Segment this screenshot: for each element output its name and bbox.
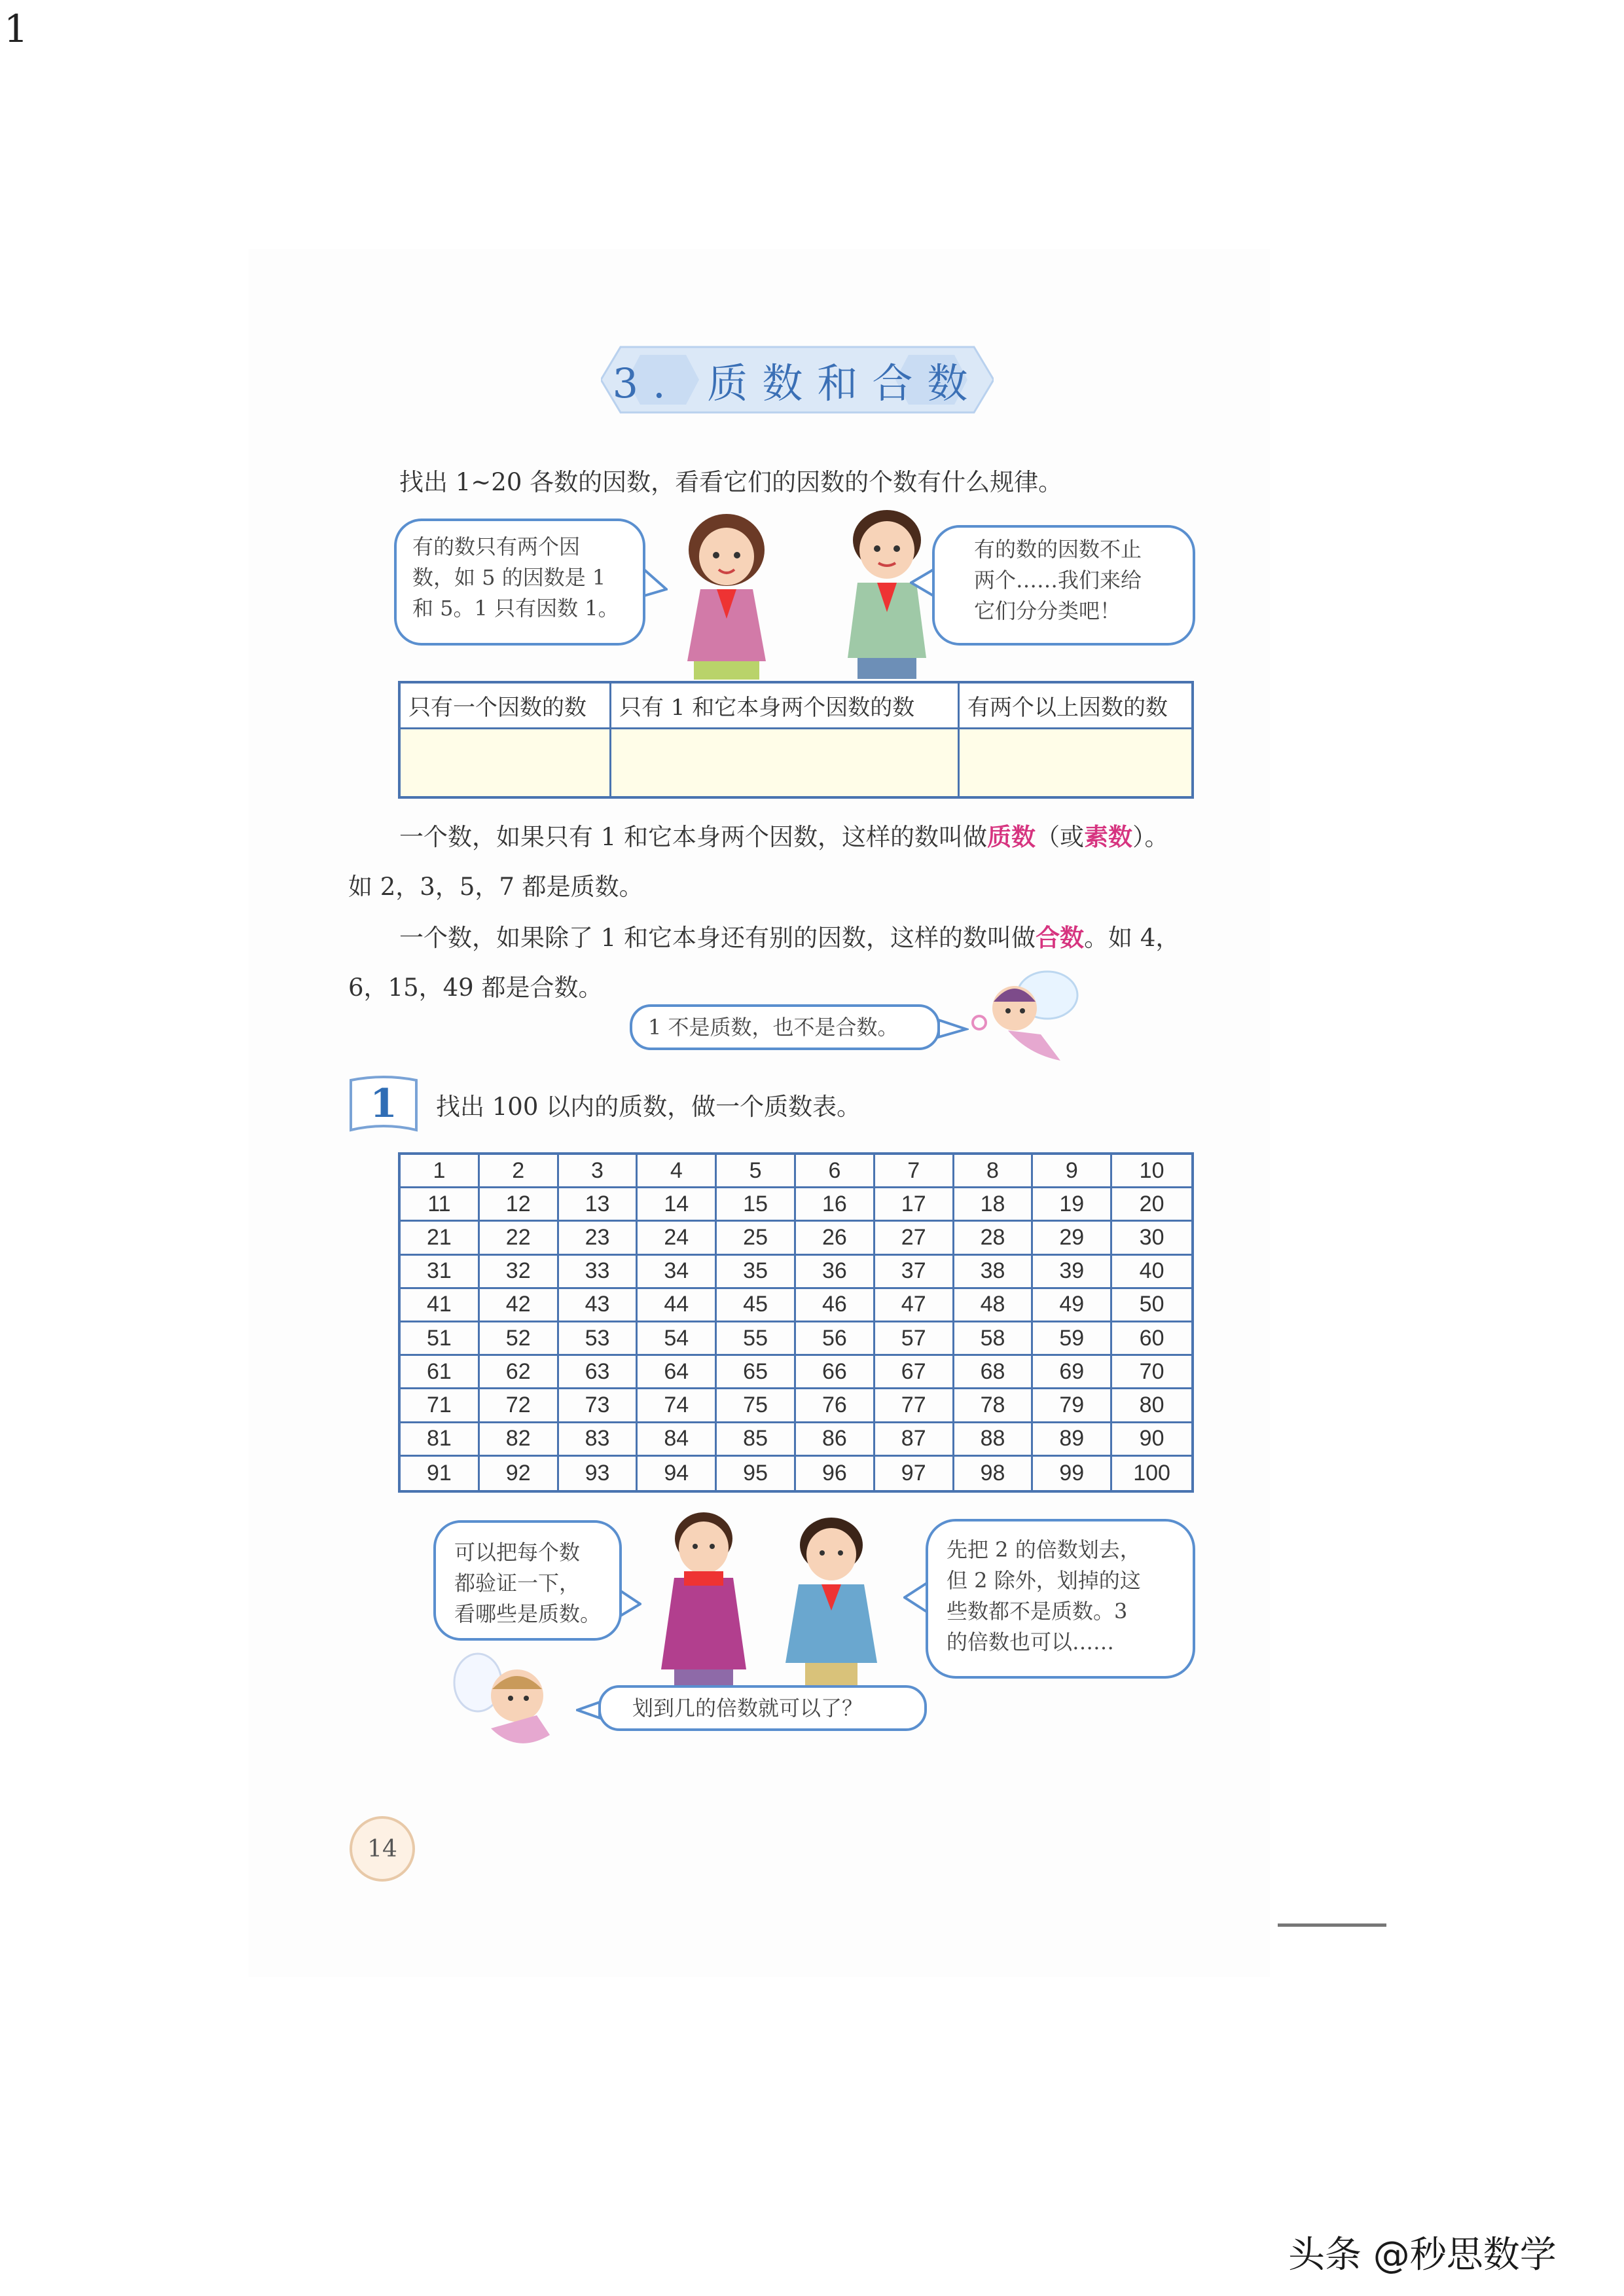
prime-table-cell: 88	[954, 1423, 1034, 1457]
girl-winter-illustration	[759, 1512, 897, 1689]
prime-table-cell: 44	[638, 1289, 717, 1322]
bubble-line: 它们分分类吧！	[974, 598, 1121, 623]
prime-table-cell: 23	[559, 1222, 638, 1255]
prime-table-cell: 38	[954, 1256, 1034, 1289]
prime-table-cell: 93	[559, 1457, 638, 1490]
bubble-line: 有的数的因数不止	[974, 537, 1142, 562]
prime-table-cell: 49	[1033, 1289, 1112, 1322]
prime-table-cell: 3	[559, 1155, 638, 1188]
prime-table	[398, 1152, 1194, 1493]
girl-illustration	[648, 511, 805, 681]
composite-definition-line1	[399, 918, 1180, 953]
prime-table-cell: 7	[875, 1155, 954, 1188]
bubble-line: 先把 2 的倍数划去，	[947, 1537, 1141, 1562]
prime-table-cell: 69	[1033, 1356, 1112, 1389]
prime-table-cell: 90	[1112, 1423, 1191, 1457]
prime-table-cell: 99	[1033, 1457, 1112, 1490]
bubble-line: 有的数只有两个因	[412, 534, 581, 559]
prime-table-cell: 54	[638, 1322, 717, 1356]
prime-table-cell: 20	[1112, 1188, 1191, 1222]
prime-table-cell: 92	[480, 1457, 559, 1490]
table-header: 只有 1 和它本身两个因数的数	[611, 683, 960, 729]
prime-table-cell: 87	[875, 1423, 954, 1457]
prime-table-cell: 42	[480, 1289, 559, 1322]
prime-table-cell: 77	[875, 1389, 954, 1423]
fairy-illustration	[969, 962, 1087, 1074]
bubble-line: 些数都不是质数。3	[947, 1599, 1128, 1624]
prime-table-cell: 100	[1133, 1460, 1170, 1485]
prime-table-cell: 6	[796, 1155, 875, 1188]
prime-table-cell: 67	[875, 1356, 954, 1389]
prime-table-cell: 53	[559, 1322, 638, 1356]
prime-definition-line1	[399, 817, 1169, 852]
prime-table-cell: 13	[559, 1188, 638, 1222]
prime-table-cell: 32	[480, 1256, 559, 1289]
prime-table-cell: 94	[638, 1457, 717, 1490]
prime-table-cell: 36	[796, 1256, 875, 1289]
definition-text: 一个数，如果只有 1 和它本身两个因数，这样的数叫做	[399, 823, 988, 851]
prime-table-cell: 29	[1033, 1222, 1112, 1255]
bubble-line: 两个……我们来给	[974, 568, 1142, 592]
prime-table-cell: 85	[717, 1423, 796, 1457]
term-prime: 质数	[987, 822, 1036, 851]
table-cell-empty	[960, 729, 1191, 796]
prime-table-cell: 45	[717, 1289, 796, 1322]
prime-table-cell: 48	[954, 1289, 1034, 1322]
divider-line	[1278, 1923, 1386, 1927]
speech-bubble-bottom-left	[454, 1537, 601, 1630]
prime-table-cell: 79	[1033, 1389, 1112, 1423]
prime-table-cell: 62	[480, 1356, 559, 1389]
prime-table-cell: 83	[559, 1423, 638, 1457]
angel-illustration	[452, 1643, 569, 1761]
speech-bubble-bottom-right	[947, 1535, 1141, 1658]
note-bubble: 1 不是质数，也不是合数。	[648, 1015, 899, 1040]
table-header: 有两个以上因数的数	[960, 683, 1191, 729]
bubble-line: 都验证一下，	[454, 1571, 581, 1595]
prime-table-cell: 57	[875, 1322, 954, 1356]
bubble-line: 的倍数也可以……	[947, 1630, 1115, 1654]
prime-table-cell: 81	[401, 1423, 480, 1457]
prime-table-cell: 34	[638, 1256, 717, 1289]
definition-text: （或	[1036, 823, 1085, 851]
prime-table-cell: 5	[717, 1155, 796, 1188]
definition-text: 。如 4，	[1084, 924, 1180, 952]
table-cell-empty	[611, 729, 960, 796]
prime-table-cell: 4	[638, 1155, 717, 1188]
prime-table-cell: 33	[559, 1256, 638, 1289]
bubble-line: 看哪些是质数。	[454, 1601, 602, 1626]
definition-text: ）。	[1132, 823, 1169, 851]
prime-table-cell: 55	[717, 1322, 796, 1356]
speech-bubble-left	[412, 532, 619, 624]
prime-table-cell: 41	[401, 1289, 480, 1322]
prime-table-cell: 19	[1033, 1188, 1112, 1222]
prime-table-cell: 58	[954, 1322, 1034, 1356]
composite-definition-line2: 6，15，49 都是合数。	[348, 974, 603, 1002]
prime-table-cell: 96	[796, 1457, 875, 1490]
watermark: 头条 @秒思数学	[1288, 2234, 1557, 2276]
prime-table-cell: 80	[1112, 1389, 1191, 1423]
angel-bubble: 划到几的倍数就可以了？	[632, 1696, 863, 1721]
prime-table-cell: 18	[954, 1188, 1034, 1222]
prime-table-cell: 52	[480, 1322, 559, 1356]
prime-table-cell: 68	[954, 1356, 1034, 1389]
prime-table-cell: 82	[480, 1423, 559, 1457]
prime-table-cell: 43	[559, 1289, 638, 1322]
prime-table-cell: 70	[1112, 1356, 1191, 1389]
prime-table-cell: 37	[875, 1256, 954, 1289]
prime-table-cell: 75	[717, 1389, 796, 1423]
classification-table	[398, 681, 1194, 799]
prime-table-cell: 31	[401, 1256, 480, 1289]
prime-table-cell: 12	[480, 1188, 559, 1222]
prime-table-cell: 28	[954, 1222, 1034, 1255]
prime-table-cell: 26	[796, 1222, 875, 1255]
bubble-line: 和 5。1 只有因数 1。	[412, 596, 619, 621]
corner-page-index: 1	[4, 7, 28, 51]
prime-table-cell: 27	[875, 1222, 954, 1255]
table-header: 只有一个因数的数	[401, 683, 611, 729]
prime-table-cell: 97	[875, 1457, 954, 1490]
prime-table-cell: 71	[401, 1389, 480, 1423]
prime-table-cell: 16	[796, 1188, 875, 1222]
prime-table-cell: 56	[796, 1322, 875, 1356]
prime-table-cell: 39	[1033, 1256, 1112, 1289]
definition-text: 一个数，如果除了 1 和它本身还有别的因数，这样的数叫做	[399, 924, 1036, 952]
prime-table-cell: 63	[559, 1356, 638, 1389]
prime-table-cell: 98	[954, 1457, 1034, 1490]
prime-table-cell: 51	[401, 1322, 480, 1356]
speech-bubble-right	[974, 534, 1142, 627]
prime-definition-line2: 如 2，3，5，7 都是质数。	[348, 873, 643, 901]
prime-table-cell: 60	[1112, 1322, 1191, 1356]
example-number: 1	[370, 1081, 397, 1127]
prime-table-cell: 50	[1112, 1289, 1191, 1322]
table-cell-empty	[401, 729, 611, 796]
prime-table-cell: 73	[559, 1389, 638, 1423]
prime-table-cell: 61	[401, 1356, 480, 1389]
prime-table-cell: 86	[796, 1423, 875, 1457]
prime-table-cell: 84	[638, 1423, 717, 1457]
prime-table-cell: 30	[1112, 1222, 1191, 1255]
bubble-line: 数，如 5 的因数是 1	[412, 565, 606, 590]
prime-table-cell: 10	[1112, 1155, 1191, 1188]
prime-table-cell: 66	[796, 1356, 875, 1389]
intro-text: 找出 1~20 各数的因数，看看它们的因数的个数有什么规律。	[399, 468, 1063, 496]
term-sushu: 素数	[1084, 822, 1133, 851]
term-composite: 合数	[1036, 923, 1085, 952]
example-text: 找出 100 以内的质数，做一个质数表。	[436, 1093, 861, 1121]
prime-table-cell: 95	[717, 1457, 796, 1490]
prime-table-cell: 40	[1112, 1256, 1191, 1289]
prime-table-cell: 65	[717, 1356, 796, 1389]
prime-table-cell: 72	[480, 1389, 559, 1423]
prime-table-cell: 17	[875, 1188, 954, 1222]
prime-table-cell: 11	[401, 1188, 480, 1222]
boy-winter-illustration	[648, 1506, 759, 1696]
prime-table-cell: 76	[796, 1389, 875, 1423]
bubble-line: 可以把每个数	[454, 1540, 581, 1565]
prime-table-cell: 25	[717, 1222, 796, 1255]
prime-table-cell: 15	[717, 1188, 796, 1222]
page-title: 3. 质数和合数	[612, 359, 983, 407]
prime-table-cell: 47	[875, 1289, 954, 1322]
page-number: 14	[367, 1835, 397, 1863]
prime-table-cell: 21	[401, 1222, 480, 1255]
prime-table-cell: 9	[1033, 1155, 1112, 1188]
prime-table-cell: 2	[480, 1155, 559, 1188]
prime-table-cell: 64	[638, 1356, 717, 1389]
prime-table-cell: 24	[638, 1222, 717, 1255]
prime-table-cell: 22	[480, 1222, 559, 1255]
prime-table-cell: 78	[954, 1389, 1034, 1423]
prime-table-cell: 46	[796, 1289, 875, 1322]
prime-table-cell: 91	[401, 1457, 480, 1490]
prime-table-cell: 59	[1033, 1322, 1112, 1356]
bubble-line: 但 2 除外，划掉的这	[947, 1568, 1141, 1593]
prime-table-cell: 89	[1033, 1423, 1112, 1457]
prime-table-cell: 14	[638, 1188, 717, 1222]
prime-table-cell: 1	[401, 1155, 480, 1188]
prime-table-cell: 8	[954, 1155, 1034, 1188]
prime-table-cell: 74	[638, 1389, 717, 1423]
prime-table-cell: 35	[717, 1256, 796, 1289]
